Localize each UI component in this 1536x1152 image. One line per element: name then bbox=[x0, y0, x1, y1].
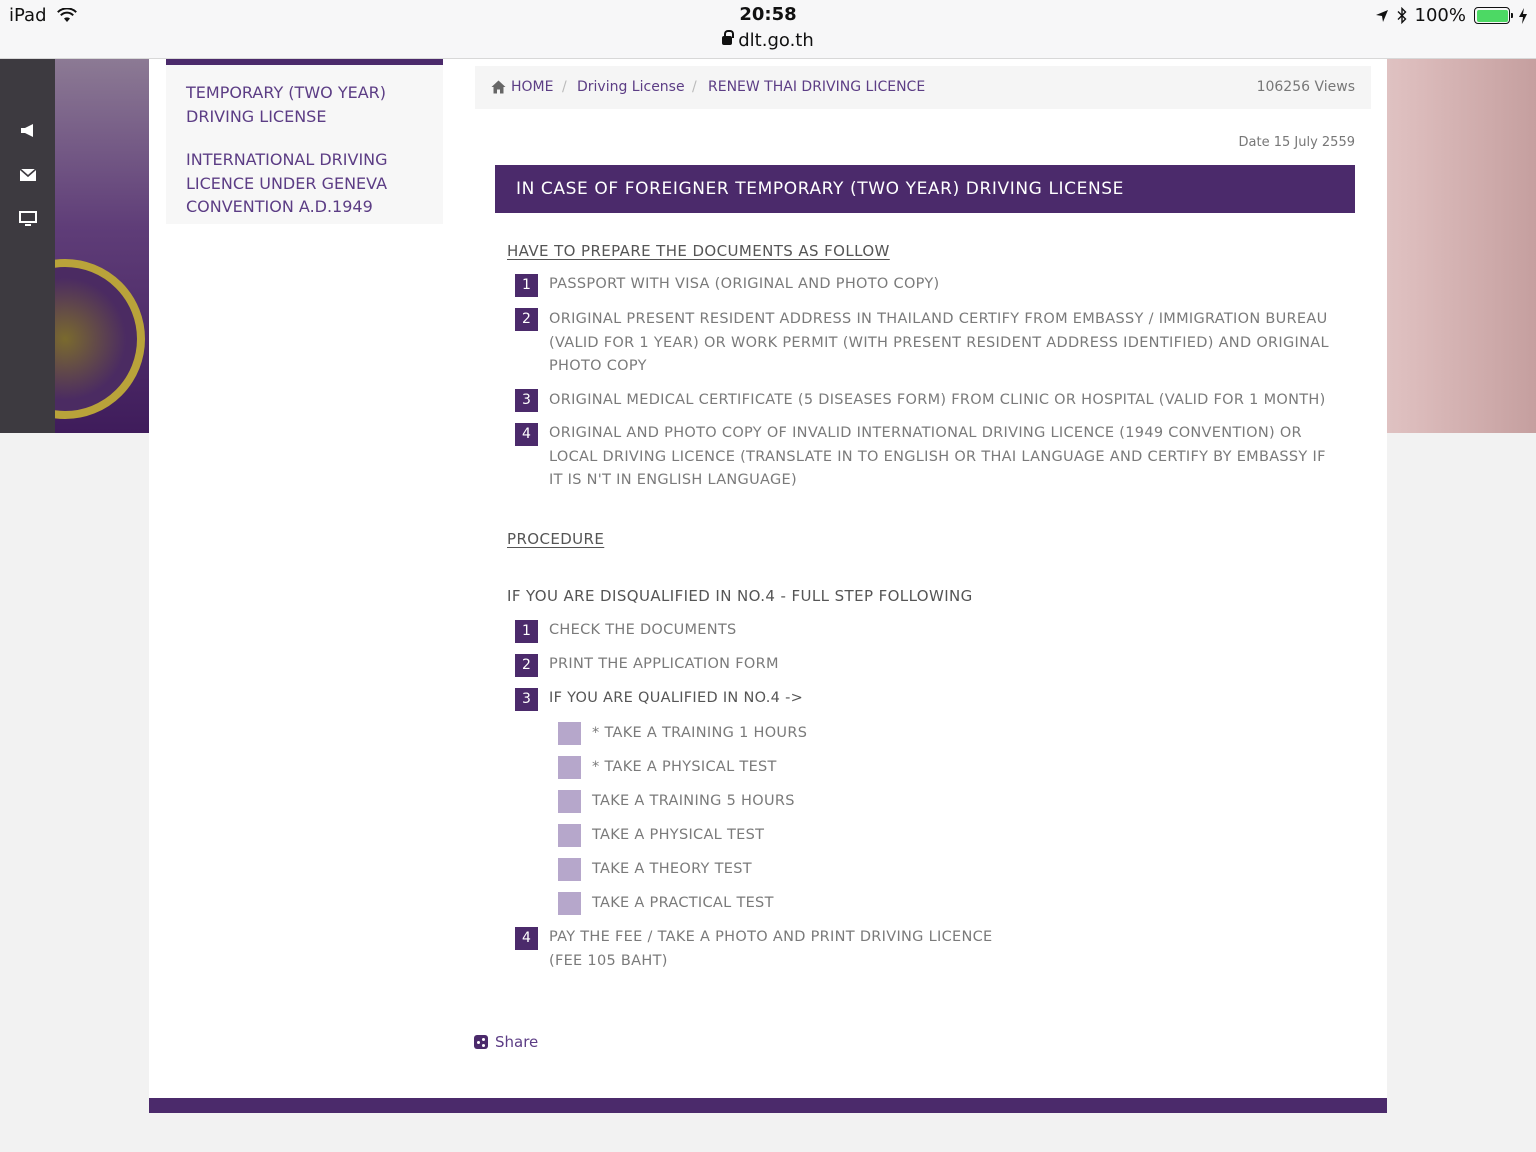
device-name: iPad bbox=[9, 5, 47, 26]
home-icon bbox=[491, 80, 506, 94]
step-item-fee: (FEE 105 BAHT) bbox=[549, 953, 668, 969]
side-menu-item-international[interactable]: INTERNATIONAL DRIVING LICENCE UNDER GENEVA CONVENTION A.D.1949 bbox=[186, 150, 388, 216]
megaphone-icon[interactable] bbox=[0, 111, 55, 151]
share-label: Share bbox=[495, 1033, 539, 1051]
document-item: ORIGINAL MEDICAL CERTIFICATE (5 DISEASES FORM) FROM CLINIC OR HOSPITAL (VALID FOR 1 MONTH) bbox=[549, 392, 1326, 408]
substep-marker bbox=[558, 892, 581, 915]
substep-marker bbox=[558, 790, 581, 813]
document-number: 4 bbox=[515, 423, 538, 446]
breadcrumb-home-label: HOME bbox=[511, 79, 554, 95]
share-icon bbox=[474, 1035, 488, 1049]
lock-icon bbox=[722, 36, 732, 45]
breadcrumb-current: RENEW THAI DRIVING LICENCE bbox=[708, 79, 926, 95]
substep-marker bbox=[558, 722, 581, 745]
view-count: 106256 Views bbox=[1256, 79, 1355, 95]
battery-percent: 100% bbox=[1414, 5, 1466, 26]
breadcrumb-home[interactable] bbox=[491, 79, 553, 95]
substep-item: TAKE A THEORY TEST bbox=[592, 861, 752, 877]
location-arrow-icon bbox=[1375, 9, 1389, 23]
document-item: PASSPORT WITH VISA (ORIGINAL AND PHOTO COPY) bbox=[549, 276, 940, 292]
mail-icon[interactable] bbox=[0, 155, 55, 195]
substep-marker bbox=[558, 756, 581, 779]
breadcrumb-driving-license[interactable]: Driving License bbox=[577, 79, 685, 95]
procedure-heading: PROCEDURE bbox=[507, 530, 605, 548]
charging-icon bbox=[1518, 8, 1528, 24]
status-right bbox=[1375, 5, 1528, 26]
substep-item: * TAKE A PHYSICAL TEST bbox=[592, 759, 777, 775]
breadcrumb bbox=[475, 66, 1371, 109]
side-menu-item-temporary[interactable]: TEMPORARY (TWO YEAR) DRIVING LICENSE bbox=[186, 83, 386, 126]
battery-icon bbox=[1474, 7, 1510, 24]
step-item: IF YOU ARE QUALIFIED IN NO.4 -> bbox=[549, 690, 804, 706]
breadcrumb-separator: / bbox=[692, 79, 697, 95]
substep-item: TAKE A PRACTICAL TEST bbox=[592, 895, 774, 911]
url-text: dlt.go.th bbox=[738, 30, 814, 51]
bluetooth-icon bbox=[1397, 7, 1407, 24]
documents-heading: HAVE TO PREPARE THE DOCUMENTS AS FOLLOW bbox=[507, 242, 890, 260]
status-bar bbox=[0, 0, 1536, 59]
share-button[interactable] bbox=[474, 1033, 538, 1051]
footer-bar bbox=[149, 1098, 1387, 1113]
step-item: PRINT THE APPLICATION FORM bbox=[549, 656, 779, 672]
banner-emblem bbox=[55, 59, 150, 433]
disqualified-heading: IF YOU ARE DISQUALIFIED IN NO.4 - FULL STEP FOLLOWING bbox=[507, 587, 973, 605]
step-number: 2 bbox=[515, 654, 538, 677]
clock: 20:58 bbox=[739, 4, 797, 25]
step-number: 3 bbox=[515, 688, 538, 711]
article-date: Date 15 July 2559 bbox=[1238, 135, 1355, 150]
substep-item: TAKE A TRAINING 5 HOURS bbox=[592, 793, 795, 809]
breadcrumb-separator: / bbox=[562, 79, 567, 95]
substep-marker bbox=[558, 824, 581, 847]
monitor-icon[interactable] bbox=[0, 199, 55, 239]
article-title: IN CASE OF FOREIGNER TEMPORARY (TWO YEAR) DRIVING LICENSE bbox=[495, 165, 1355, 213]
address-bar[interactable] bbox=[0, 30, 1536, 51]
dlt-seal-image bbox=[55, 259, 145, 419]
side-menu bbox=[166, 59, 443, 224]
step-number: 1 bbox=[515, 620, 538, 643]
document-number: 2 bbox=[515, 308, 538, 331]
document-number: 1 bbox=[515, 274, 538, 297]
step-item: CHECK THE DOCUMENTS bbox=[549, 622, 737, 638]
substep-item: TAKE A PHYSICAL TEST bbox=[592, 827, 765, 843]
document-number: 3 bbox=[515, 389, 538, 412]
side-dock bbox=[0, 59, 55, 433]
document-item: ORIGINAL PRESENT RESIDENT ADDRESS IN THAILAND CERTIFY FROM EMBASSY / IMMIGRATION BUREAU (VALID FOR 1 YEAR) OR WORK PERMIT (WITH PRESENT RESIDENT ADDRESS IDENTIFIED) AND ORIGINAL PHOTO COPY bbox=[549, 311, 1329, 374]
substep-marker bbox=[558, 858, 581, 881]
step-number: 4 bbox=[515, 927, 538, 950]
step-item: PAY THE FEE / TAKE A PHOTO AND PRINT DRIVING LICENCE bbox=[549, 929, 993, 945]
substep-item: * TAKE A TRAINING 1 HOURS bbox=[592, 725, 808, 741]
document-item: ORIGINAL AND PHOTO COPY OF INVALID INTERNATIONAL DRIVING LICENCE (1949 CONVENTION) OR LOCAL DRIVING LICENCE (TRANSLATE IN TO ENGLISH OR THAI LANGUAGE AND CERTIFY BY EMBASSY IF IT IS N'T IN ENGLISH LANGUAGE) bbox=[549, 425, 1326, 488]
